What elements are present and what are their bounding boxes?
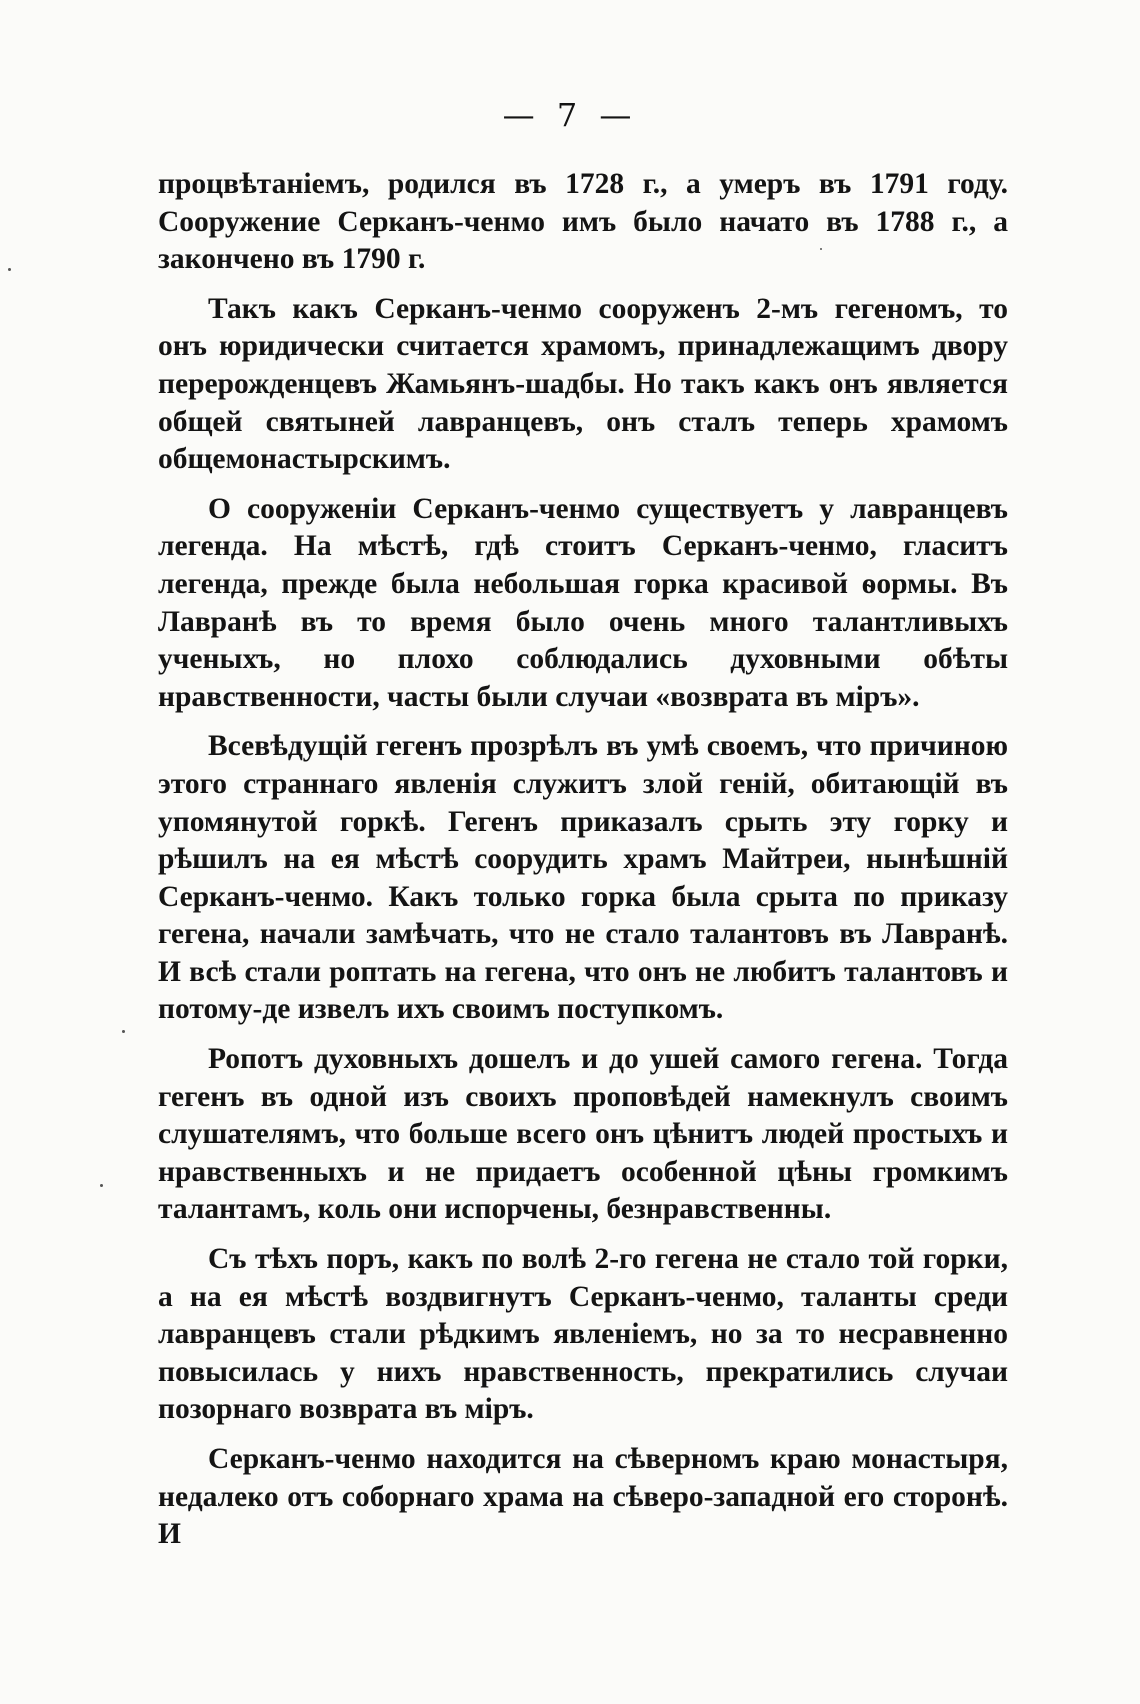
- paragraph-temple-status: Такъ какъ Серканъ-ченмо сооруженъ 2-мъ гегеномъ, то онъ юридически считается храмомъ, принадлежащимъ двору перерожденцевъ Жамьянъ-шадбы. Но такъ какъ онъ является общей святыней лавранцевъ, онъ сталъ теперь храмомъ общемонастырскимъ.: [158, 292, 1008, 476]
- scan-speck: [820, 248, 822, 250]
- paragraph-gegen-insight: Всевѣдущій гегенъ прозрѣлъ въ умѣ своемъ, что причиною этого страннаго явленія служитъ злой геній, обитающій въ упомянутой горкѣ. Гегенъ приказалъ срыть эту горку и рѣшилъ на ея мѣстѣ соорудить храмъ Майтреи, нынѣшній Серканъ-ченмо. Какъ только горка была срыта по приказу гегена, начали замѣчать, что не стало талантовъ въ Лавранѣ. И всѣ стали роптать на гегена, что онъ не любитъ талантовъ и потому-де извелъ ихъ своимъ поступкомъ.: [158, 730, 1008, 1026]
- paragraph-continuation: процвѣтаніемъ, родился въ 1728 г., а умеръ въ 1791 году. Сооружение Серканъ-ченмо имъ было начато въ 1788 г., а закончено въ 1790 г.: [158, 168, 1008, 276]
- body-text: [158, 166, 1008, 1566]
- paragraph-location: Серканъ-ченмо находится на сѣверномъ краю монастыря, недалеко отъ соборнаго храма на сѣверо-западной его сторонѣ. И: [158, 1443, 1008, 1551]
- scan-speck: [100, 1184, 103, 1187]
- scan-speck: [122, 1030, 125, 1033]
- paragraph-legend: О сооруженіи Серканъ-ченмо существуетъ у лавранцевъ легенда. На мѣстѣ, гдѣ стоитъ Серканъ-ченмо, гласитъ легенда, прежде была небольшая горка красивой ѳормы. Въ Лавранѣ въ то время было очень много талантливыхъ ученыхъ, но плохо соблюдались духовными обѣты нравственности, часты были случаи «возврата въ міръ».: [158, 492, 1008, 713]
- paragraph-since-then: Съ тѣхъ поръ, какъ по волѣ 2-го гегена не стало той горки, а на ея мѣстѣ воздвигнутъ Серканъ-ченмо, таланты среди лавранцевъ стали рѣдкимъ явленіемъ, но за то несравненно повысилась у нихъ нравственность, прекратились случаи позорнаго возврата въ міръ.: [158, 1243, 1008, 1426]
- page-number: — 7 —: [502, 96, 638, 134]
- paragraph-grumbling: Ропотъ духовныхъ дошелъ и до ушей самого гегена. Тогда гегенъ въ одной изъ своихъ проповѣдей намекнулъ своимъ слушателямъ, что больше всего онъ цѣнитъ людей простыхъ и нравственныхъ и не придаетъ особенной цѣны громкимъ талантамъ, коль они испорчены, безнравственны.: [158, 1043, 1008, 1226]
- scan-speck: [8, 268, 11, 271]
